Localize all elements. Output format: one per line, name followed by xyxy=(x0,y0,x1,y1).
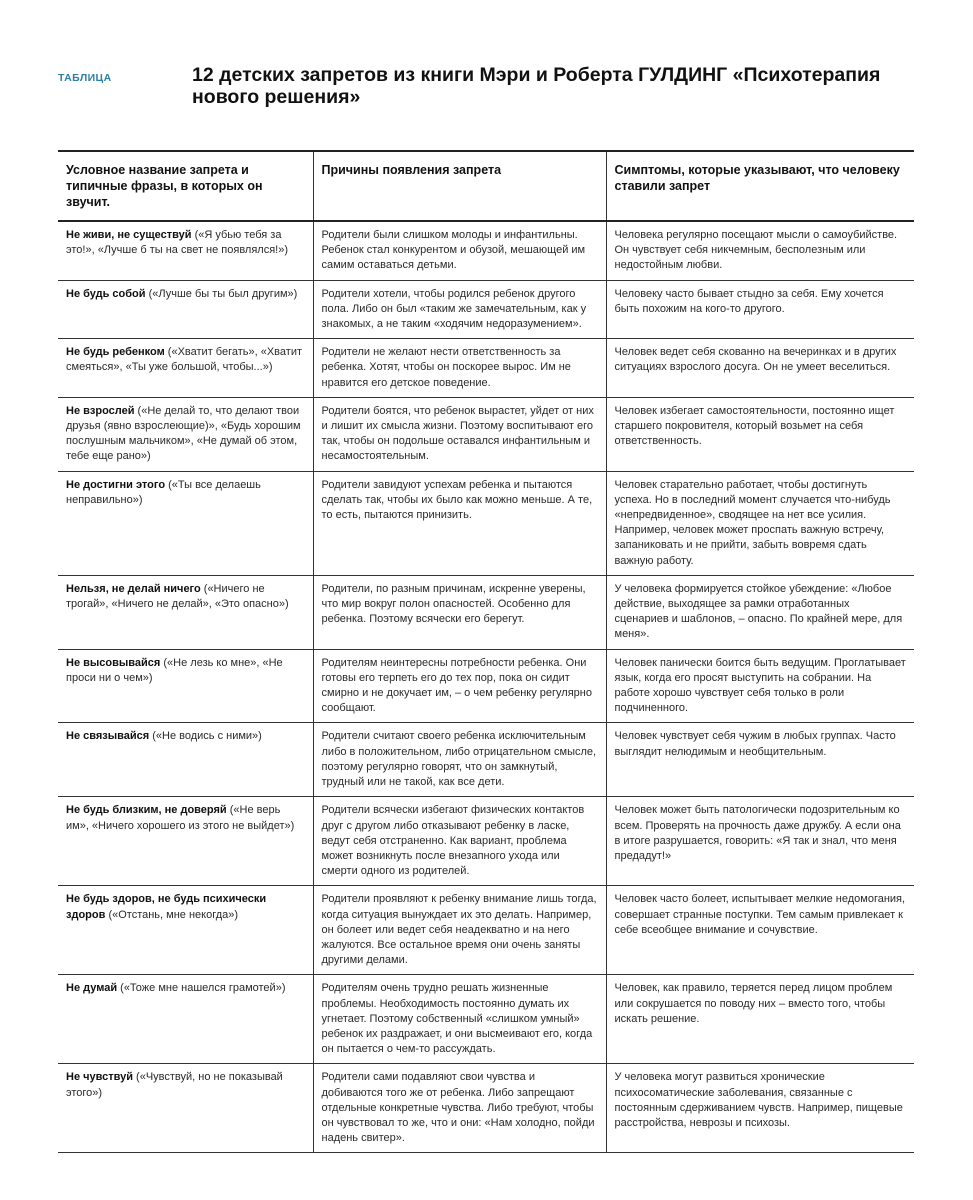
cause-cell: Родителям очень трудно решать жизненные проблемы. Необходимость постоянно думать их угнетает. Поэтому собственный «слишком умный» ребенок их раздражает, и они высмеивают его, когда он пытается о чем-то рассуждать. xyxy=(313,975,606,1064)
prohibition-cell xyxy=(58,471,313,575)
table-row xyxy=(58,797,914,886)
symptom-cell: У человека могут развиться хронические психосоматические заболевания, связанные с постоянным сдерживанием чувств. Например, пищевые расстройства, неврозы и психозы. xyxy=(606,1064,914,1153)
page-title: 12 детских запретов из книги Мэри и Роберта ГУЛДИНГ «Психотерапия нового решения» xyxy=(192,64,881,108)
symptom-cell: У человека формируется стойкое убеждение: «Любое действие, выходящее за рамки отработанных сценариев и шаблонов, – опасно. По крайней мере, для меня». xyxy=(606,575,914,649)
prohibition-name: Не чувствуй xyxy=(66,1071,133,1084)
symptom-cell: Человек, как правило, теряется перед лицом проблем или сокрушается по поводу них – вместо того, чтобы искать решение. xyxy=(606,975,914,1064)
table-row xyxy=(58,975,914,1064)
prohibition-cell xyxy=(58,1064,313,1153)
symptom-cell: Человек часто болеет, испытывает мелкие недомогания, совершает странные поступки. Тем самым привлекает к себе всеобщее внимание и сочувствие. xyxy=(606,886,914,975)
prohibition-phrases: («Лучше бы ты был другим») xyxy=(148,287,298,300)
symptom-cell: Человека регулярно посещают мысли о самоубийстве. Он чувствует себя никчемным, бесполезным или недостойным любви. xyxy=(606,221,914,280)
prohibition-name: Не будь ребенком xyxy=(66,346,165,359)
prohibition-phrases: («Я убью тебя за это!», «Лучше б ты на свет не появлялся!») xyxy=(66,229,289,257)
symptom-cell: Человек чувствует себя чужим в любых группах. Часто выглядит нелюдимым и необщительным. xyxy=(606,723,914,797)
cause-cell: Родители не желают нести ответственность за ребенка. Хотят, чтобы он поскорее вырос. Им не нравится его детское поведение. xyxy=(313,339,606,398)
cause-cell: Родители боятся, что ребенок вырастет, уйдет от них и лишит их смысла жизни. Поэтому воспитывают его так, чтобы он подольше оставался инфантильным и несамостоятельным. xyxy=(313,397,606,471)
cause-cell: Родители были слишком молоды и инфантильны. Ребенок стал конкурентом и обузой, мешающей им самим оставаться детьми. xyxy=(313,221,606,280)
prohibitions-table xyxy=(58,150,914,1153)
prohibition-cell xyxy=(58,723,313,797)
prohibition-name: Не высовывайся xyxy=(66,656,161,669)
prohibition-name: Не будь близким, не доверяй xyxy=(66,804,227,817)
prohibition-phrases: («Чувствуй, но не показывай этого») xyxy=(66,1071,283,1099)
cause-cell: Родители проявляют к ребенку внимание лишь тогда, когда ситуация вынуждает их это делать. Например, он болеет или ведет себя неадекватно и на него жалуются. Все остальное время они очень заняты другими делами. xyxy=(313,886,606,975)
prohibition-phrases: («Хватит бегать», «Хватит смеяться», «Ты уже большой, чтобы...») xyxy=(66,346,302,374)
symptom-cell: Человек панически боится быть ведущим. Проглатывает язык, когда его просят выступить на собрании. На работе хорошо чувствует себя только в роли подчиненного. xyxy=(606,649,914,723)
table-row xyxy=(58,649,914,723)
prohibition-cell xyxy=(58,886,313,975)
table-row xyxy=(58,575,914,649)
cause-cell: Родители завидуют успехам ребенка и пытаются сделать так, чтобы их было как можно меньше. А те, то есть, пытаются принизить. xyxy=(313,471,606,575)
prohibition-name: Не будь здоров, не будь психически здоров xyxy=(66,893,267,921)
cause-cell: Родители, по разным причинам, искренне уверены, что мир вокруг полон опасностей. Особенно для ребенка. Поэтому всячески его берегут. xyxy=(313,575,606,649)
table-row xyxy=(58,339,914,398)
symptom-cell: Человек может быть патологически подозрительным ко всем. Проверять на прочность даже дружбу. А если она в итоге разрушается, говорить: «Я так и знал, что меня предадут!» xyxy=(606,797,914,886)
cause-cell: Родители считают своего ребенка исключительным либо в положительном, либо отрицательном смысле, поэтому регулярно говорят, что он замкнутый, трудный или не такой, как все дети. xyxy=(313,723,606,797)
prohibition-cell xyxy=(58,797,313,886)
table-row xyxy=(58,471,914,575)
prohibition-name: Не взрослей xyxy=(66,404,135,417)
prohibition-cell xyxy=(58,575,313,649)
table-row xyxy=(58,280,914,339)
table-row xyxy=(58,723,914,797)
prohibition-cell xyxy=(58,649,313,723)
table-row xyxy=(58,397,914,471)
prohibition-cell xyxy=(58,280,313,339)
prohibition-phrases: («Не лезь ко мне», «Не проси ни о чем») xyxy=(66,656,283,684)
prohibition-phrases: («Не делай то, что делают твои друзья (явно взрослеющие)», «Будь хорошим послушным мальчиком», «Не думай об этом, тебе еще рано») xyxy=(66,404,301,463)
prohibition-name: Не живи, не существуй xyxy=(66,229,192,241)
symptom-cell: Человек ведет себя скованно на вечеринках и в других ситуациях взрослого досуга. Он не умеет веселиться. xyxy=(606,339,914,398)
cause-cell: Родители хотели, чтобы родился ребенок другого пола. Либо он был «таким же замечательным, как у знакомых, а не таким «ходячим недоразумением». xyxy=(313,280,606,339)
cause-cell: Родителям неинтересны потребности ребенка. Они готовы его терпеть его до тех пор, пока он сидит смирно и не докучает им, – о чем ребенку регулярно сообщают. xyxy=(313,649,606,723)
column-header-symptoms: Симптомы, которые указывают, что человеку ставили запрет xyxy=(606,151,914,221)
prohibition-name: Не связывайся xyxy=(66,730,150,743)
prohibition-phrases: («Тоже мне нашелся грамотей») xyxy=(120,982,286,995)
table-row xyxy=(58,221,914,280)
prohibition-name: Не достигни этого xyxy=(66,478,166,491)
table-row xyxy=(58,886,914,975)
prohibition-cell xyxy=(58,975,313,1064)
prohibition-phrases: («Отстань, мне некогда») xyxy=(108,908,239,921)
prohibition-cell xyxy=(58,339,313,398)
prohibition-phrases: («Не верь им», «Ничего хорошего из этого не выйдет») xyxy=(66,804,295,832)
prohibition-cell xyxy=(58,221,313,280)
column-header-causes: Причины появления запрета xyxy=(313,151,606,221)
cause-cell: Родители сами подавляют свои чувства и добиваются того же от ребенка. Либо запрещают отдельные конкретные чувства. Либо требуют, чтобы он чувствовал то же, что и они: «Нам холодно, пойди надень свитер». xyxy=(313,1064,606,1153)
table-row xyxy=(58,1064,914,1153)
prohibition-name: Не думай xyxy=(66,982,118,995)
prohibition-phrases: («Не водись с ними») xyxy=(152,730,262,743)
table-header-row xyxy=(58,151,914,221)
cause-cell: Родители всячески избегают физических контактов друг с другом либо отказывают ребенку в ласке, ведут себя отстраненно. Как вариант, проблема может возникнуть после внезапного ухода или смерти одного из родителей. xyxy=(313,797,606,886)
prohibition-cell xyxy=(58,397,313,471)
prohibition-phrases: («Ты все делаешь неправильно») xyxy=(66,478,261,506)
prohibition-name: Не будь собой xyxy=(66,287,146,300)
column-header-name: Условное название запрета и типичные фразы, в которых он звучит. xyxy=(66,163,263,209)
section-label: ТАБЛИЦА xyxy=(58,72,112,84)
symptom-cell: Человеку часто бывает стыдно за себя. Ему хочется быть похожим на кого-то другого. xyxy=(606,280,914,339)
symptom-cell: Человек старательно работает, чтобы достигнуть успеха. Но в последний момент случается что-нибудь «непредвиденное», сводящее на нет все усилия. Например, человек может проспать важную встречу, запаниковать и не прийти, забыть вовремя сдать важную работу. xyxy=(606,471,914,575)
prohibition-phrases: («Ничего не трогай», «Ничего не делай», «Это опасно») xyxy=(66,582,289,611)
symptom-cell: Человек избегает самостоятельности, постоянно ищет старшего покровителя, который возьмет на себя ответственность. xyxy=(606,397,914,471)
prohibition-name: Нельзя, не делай ничего xyxy=(66,582,201,595)
